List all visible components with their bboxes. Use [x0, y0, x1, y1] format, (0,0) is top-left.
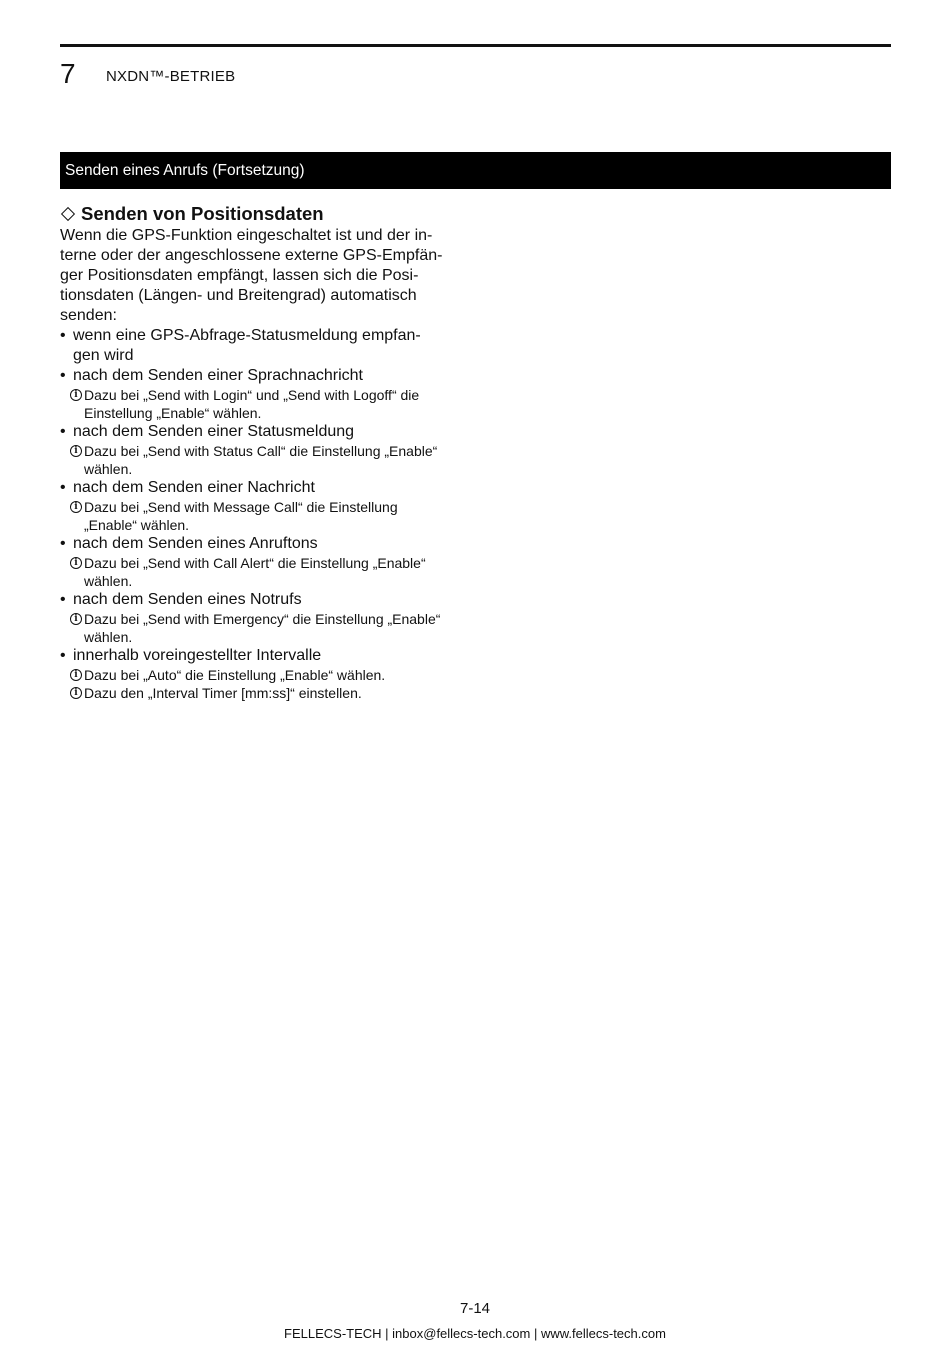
intro-line: ger Positionsdaten empfängt, lassen sich die Posi-	[60, 267, 419, 284]
info-icon: i	[70, 389, 82, 401]
list-item	[60, 646, 460, 666]
bullet-list	[60, 326, 460, 702]
list-item	[60, 366, 460, 386]
info-icon: i	[70, 557, 82, 569]
info-note	[60, 554, 460, 590]
bullet-dot: •	[60, 367, 66, 384]
info-note	[60, 442, 460, 478]
list-item	[60, 326, 460, 366]
list-item-text: nach dem Senden einer Nachricht	[73, 479, 315, 496]
intro-line: senden:	[60, 307, 117, 324]
list-item-text: gen wird	[73, 347, 134, 364]
list-item-text: nach dem Senden einer Sprachnachricht	[73, 367, 363, 384]
info-note	[60, 684, 460, 702]
chapter-title: NXDN™-BETRIEB	[106, 68, 236, 85]
info-note-text: Dazu bei „Send with Message Call“ die Einstellung	[84, 499, 398, 515]
list-item-text: nach dem Senden eines Notrufs	[73, 591, 302, 608]
info-icon: i	[70, 669, 82, 681]
info-note-text: wählen.	[84, 573, 133, 589]
list-item	[60, 590, 460, 610]
bullet-dot: •	[60, 479, 66, 496]
chapter-number: 7	[60, 58, 76, 89]
bullet-dot: •	[60, 647, 66, 664]
header-rule	[60, 44, 891, 47]
intro-line: tionsdaten (Längen- und Breitengrad) automatisch	[60, 287, 417, 304]
list-item	[60, 478, 460, 498]
list-item	[60, 422, 460, 442]
footer-text: FELLECS-TECH | inbox@fellecs-tech.com | www.fellecs-tech.com	[284, 1326, 666, 1341]
bullet-dot: •	[60, 591, 66, 608]
content-column	[60, 202, 460, 702]
info-note	[60, 666, 460, 684]
bullet-dot: •	[60, 535, 66, 552]
info-note-text: Dazu bei „Send with Emergency“ die Einstellung „Enable“	[84, 611, 441, 627]
info-note-text: Dazu bei „Send with Login“ und „Send with Logoff“ die	[84, 387, 420, 403]
bullet-dot: •	[60, 423, 66, 440]
info-note-text: „Enable“ wählen.	[84, 517, 190, 533]
info-note-text: wählen.	[84, 629, 133, 645]
section-title-bar: Senden eines Anrufs (Fortsetzung)	[60, 152, 891, 189]
info-note-text: wählen.	[84, 461, 133, 477]
info-note-text: Dazu bei „Send with Status Call“ die Einstellung „Enable“	[84, 443, 438, 459]
info-note-text: Einstellung „Enable“ wählen.	[84, 405, 262, 421]
info-icon: i	[70, 687, 82, 699]
info-note-text: Dazu den „Interval Timer [mm:ss]“ einstellen.	[84, 685, 362, 701]
list-item-text: wenn eine GPS-Abfrage-Statusmeldung empfan-	[73, 327, 421, 344]
info-note	[60, 610, 460, 646]
list-item-text: nach dem Senden einer Statusmeldung	[73, 423, 355, 440]
intro-line: terne oder der angeschlossene externe GPS-Empfän-	[60, 247, 443, 264]
subsection-heading-text: Senden von Positionsdaten	[81, 203, 324, 224]
info-note	[60, 386, 460, 422]
list-item-text: nach dem Senden eines Anruftons	[73, 535, 318, 552]
info-icon: i	[70, 445, 82, 457]
subsection-heading	[60, 202, 460, 225]
info-note-text: Dazu bei „Send with Call Alert“ die Einstellung „Enable“	[84, 555, 426, 571]
list-item	[60, 534, 460, 554]
info-icon: i	[70, 501, 82, 513]
diamond-icon	[61, 206, 75, 220]
info-note-text: Dazu bei „Auto“ die Einstellung „Enable“ wählen.	[84, 667, 386, 683]
info-note	[60, 498, 460, 534]
info-icon: i	[70, 613, 82, 625]
list-item-text: innerhalb voreingestellter Intervalle	[73, 647, 322, 664]
bullet-dot: •	[60, 327, 66, 344]
intro-paragraph	[60, 226, 460, 326]
page-number: 7-14	[459, 1300, 491, 1317]
intro-line: Wenn die GPS-Funktion eingeschaltet ist und der in-	[60, 227, 433, 244]
